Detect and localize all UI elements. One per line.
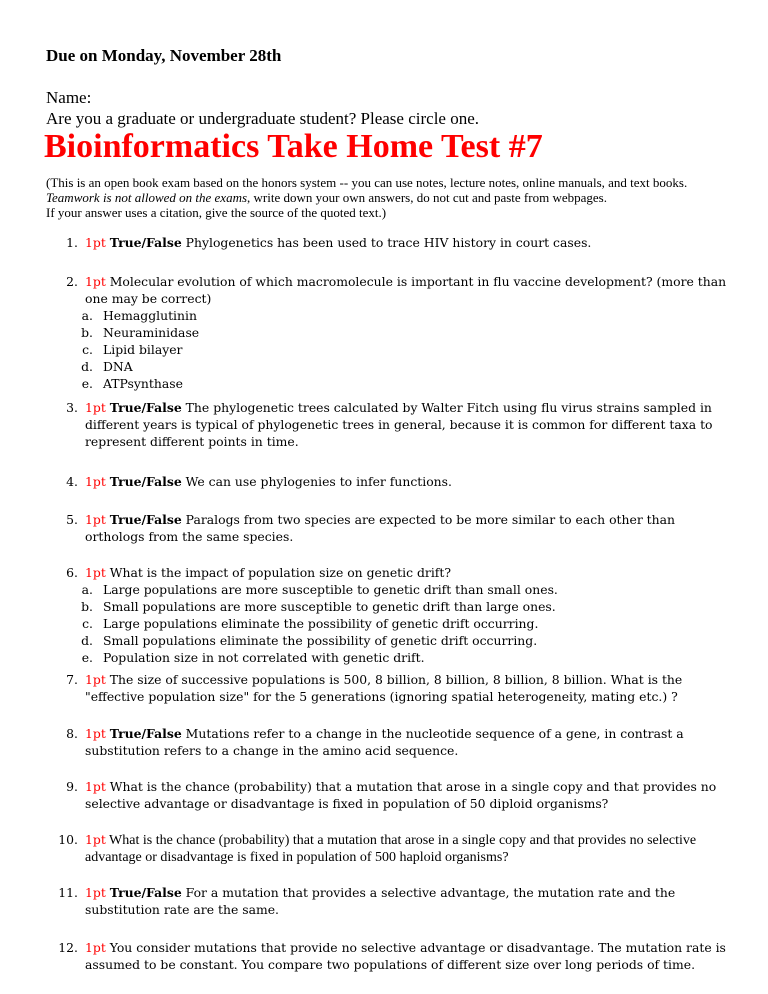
question-number: 6.: [66, 565, 78, 580]
question-text: What is the impact of population size on genetic drift?: [105, 565, 452, 580]
question-text: You consider mutations that provide no selective advantage or disadvantage. The mutation rate is assumed to be constant. You compare two populations of different size over long periods of time.: [85, 940, 726, 972]
question-number: 7.: [66, 672, 78, 687]
points: 1pt: [85, 726, 106, 741]
page-title: Bioinformatics Take Home Test #7: [44, 128, 543, 165]
question-number: 9.: [66, 779, 78, 794]
question-number: 2.: [66, 274, 78, 289]
question-number: 11.: [58, 885, 78, 900]
question-text: What is the chance (probability) that a mutation that arose in a single copy and that provides no selective advantage or disadvantage is fixed in population of 50 diploid organisms?: [85, 779, 717, 811]
answer-options: [46, 307, 736, 392]
answer-options: [46, 581, 736, 666]
question-12: [46, 939, 736, 973]
instructions-line-2-rest: , write down your own answers, do not cut and paste from webpages.: [247, 190, 607, 205]
question-4: [46, 473, 736, 490]
question-number: 8.: [66, 726, 78, 741]
question-number: 3.: [66, 400, 78, 415]
student-type-prompt: Are you a graduate or undergraduate student? Please circle one.: [46, 109, 480, 128]
instructions-line-1: (This is an open book exam based on the honors system -- you can use notes, lecture notes, online manuals, and text books.: [46, 175, 688, 190]
question-number: 10.: [58, 832, 78, 847]
question-text: We can use phylogenies to infer functions.: [181, 474, 452, 489]
option-c: c. Lipid bilayer: [82, 342, 183, 357]
option-b: b. Neuraminidase: [81, 325, 200, 340]
question-9: [46, 778, 736, 812]
question-11: [46, 884, 736, 918]
due-date: Due on Monday, November 28th: [46, 46, 282, 65]
option-e: e. Population size in not correlated with genetic drift.: [81, 650, 425, 665]
question-2: [46, 273, 736, 392]
question-8: [46, 725, 736, 759]
question-number: 4.: [66, 474, 78, 489]
question-text: The size of successive populations is 500, 8 billion, 8 billion, 8 billion, 8 billion. What is the "effective population size" for the 5 generations (ignoring spatial heterogeneity, mating etc.) ?: [85, 672, 683, 704]
points: 1pt: [85, 474, 106, 489]
points: 1pt: [85, 512, 106, 527]
question-text: Phylogenetics has been used to trace HIV history in court cases.: [181, 235, 592, 250]
question-number: 5.: [66, 512, 78, 527]
option-d: d. Small populations eliminate the possibility of genetic drift occurring.: [81, 633, 538, 648]
true-false-label: True/False: [109, 726, 182, 741]
points: 1pt: [85, 235, 106, 250]
name-label: Name:: [46, 88, 92, 107]
question-text: What is the chance (probability) that a mutation that arose in a single copy and that provides no selective advantage or disadvantage is fixed in population of 500 haploid organisms?: [85, 833, 697, 865]
true-false-label: True/False: [109, 512, 182, 527]
option-a: a. Hemagglutinin: [81, 308, 197, 323]
option-a: a. Large populations are more susceptible to genetic drift than small ones.: [81, 582, 558, 597]
question-10: [46, 831, 736, 866]
exam-instructions: [46, 175, 726, 220]
question-5: [46, 511, 736, 545]
question-7: [46, 671, 736, 705]
question-text: Molecular evolution of which macromolecule is important in flu vaccine development? (more than one may be correct): [85, 274, 727, 306]
points: 1pt: [85, 565, 106, 580]
option-b: b. Small populations are more susceptible to genetic drift than large ones.: [81, 599, 556, 614]
option-e: e. ATPsynthase: [81, 376, 183, 391]
instructions-line-3: If your answer uses a citation, give the source of the quoted text.): [46, 205, 387, 220]
points: 1pt: [85, 885, 106, 900]
points: 1pt: [85, 672, 106, 687]
option-c: c. Large populations eliminate the possibility of genetic drift occurring.: [82, 616, 539, 631]
instructions-emphasis: Teamwork is not allowed on the exams: [46, 190, 248, 205]
question-number: 1.: [66, 235, 78, 250]
points: 1pt: [85, 832, 106, 847]
question-6: [46, 564, 736, 666]
question-text: For a mutation that provides a selective advantage, the mutation rate and the substitution rate are the same.: [85, 885, 676, 917]
instructions-line-2: [46, 190, 726, 205]
question-1: [46, 234, 736, 251]
option-d: d. DNA: [81, 359, 133, 374]
true-false-label: True/False: [109, 474, 182, 489]
true-false-label: True/False: [109, 400, 182, 415]
question-text: The phylogenetic trees calculated by Walter Fitch using flu virus strains sampled in different years is typical of phylogenetic trees in general, because it is common for different taxa to represent different points in time.: [85, 400, 713, 449]
question-text: Mutations refer to a change in the nucleotide sequence of a gene, in contrast a substitution refers to a change in the amino acid sequence.: [85, 726, 684, 758]
true-false-label: True/False: [109, 235, 182, 250]
question-text: Paralogs from two species are expected to be more similar to each other than orthologs from the same species.: [85, 512, 676, 544]
points: 1pt: [85, 274, 106, 289]
points: 1pt: [85, 779, 106, 794]
true-false-label: True/False: [109, 885, 182, 900]
question-number: 12.: [58, 940, 78, 955]
points: 1pt: [85, 940, 106, 955]
points: 1pt: [85, 400, 106, 415]
question-3: [46, 399, 736, 450]
